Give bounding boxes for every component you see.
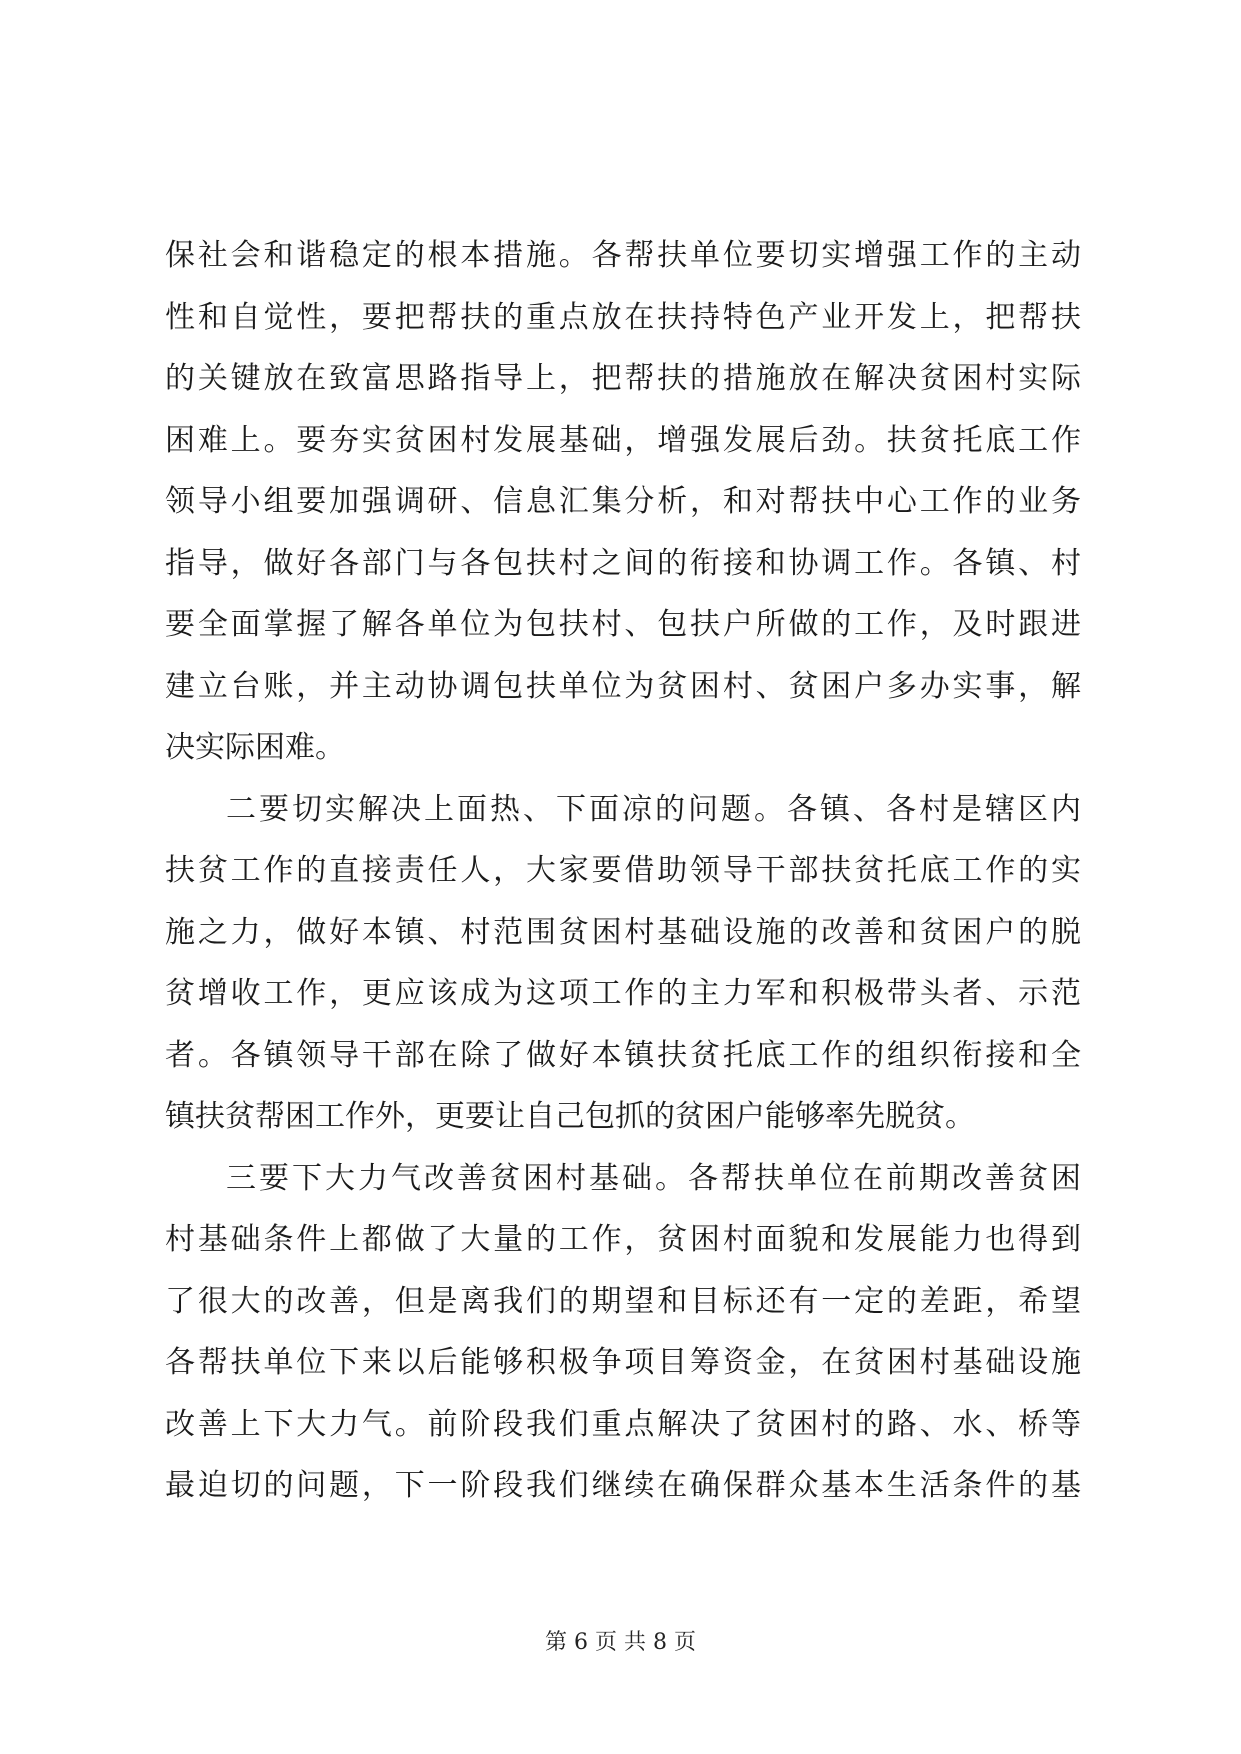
text-line: 性和自觉性，要把帮扶的重点放在扶持特色产业开发上，把帮扶 (165, 299, 1081, 335)
text-line: 最迫切的问题，下一阶段我们继续在确保群众基本生活条件的基 (165, 1468, 1081, 1503)
text-line: 扶贫工作的直接责任人，大家要借助领导干部扶贫托底工作的实 (165, 853, 1081, 888)
text-line: 镇扶贫帮困工作外，更要让自己包抓的贫困户能够率先脱贫。 (165, 1099, 975, 1134)
text-line: 各帮扶单位下来以后能够积极争项目筹资金，在贫困村基础设施 (165, 1345, 1081, 1380)
text-line: 村基础条件上都做了大量的工作，贫困村面貌和发展能力也得到 (165, 1222, 1081, 1257)
text-line: 保社会和谐稳定的根本措施。各帮扶单位要切实增强工作的主动 (165, 238, 1081, 273)
text-line: 决实际困难。 (165, 730, 345, 765)
text-line: 领导小组要加强调研、信息汇集分析，和对帮扶中心工作的业务 (165, 484, 1081, 519)
text-line: 建立台账，并主动协调包扶单位为贫困村、贫困户多办实事，解 (165, 668, 1081, 704)
text-line: 三要下大力气改善贫困村基础。各帮扶单位在前期改善贫困 (226, 1160, 1081, 1196)
text-line: 了很大的改善，但是离我们的期望和目标还有一定的差距，希望 (165, 1283, 1081, 1319)
page-number-footer: 第 6 页 共 8 页 (545, 1630, 696, 1655)
document-body (165, 225, 1081, 1517)
text-line: 施之力，做好本镇、村范围贫困村基础设施的改善和贫困户的脱 (165, 914, 1081, 950)
text-line: 者。各镇领导干部在除了做好本镇扶贫托底工作的组织衔接和全 (165, 1037, 1081, 1073)
text-line: 贫增收工作，更应该成为这项工作的主力军和积极带头者、示范 (165, 976, 1081, 1011)
text-line: 指导，做好各部门与各包扶村之间的衔接和协调工作。各镇、村 (165, 545, 1081, 581)
text-line: 困难上。要夯实贫困村发展基础，增强发展后劲。扶贫托底工作 (165, 422, 1081, 458)
text-line: 二要切实解决上面热、下面凉的问题。各镇、各村是辖区内 (226, 791, 1081, 827)
text-line: 要全面掌握了解各单位为包扶村、包扶户所做的工作，及时跟进 (165, 607, 1081, 642)
text-line: 改善上下大力气。前阶段我们重点解决了贫困村的路、水、桥等 (165, 1406, 1081, 1442)
text-line: 的关键放在致富思路指导上，把帮扶的措施放在解决贫困村实际 (165, 361, 1081, 396)
